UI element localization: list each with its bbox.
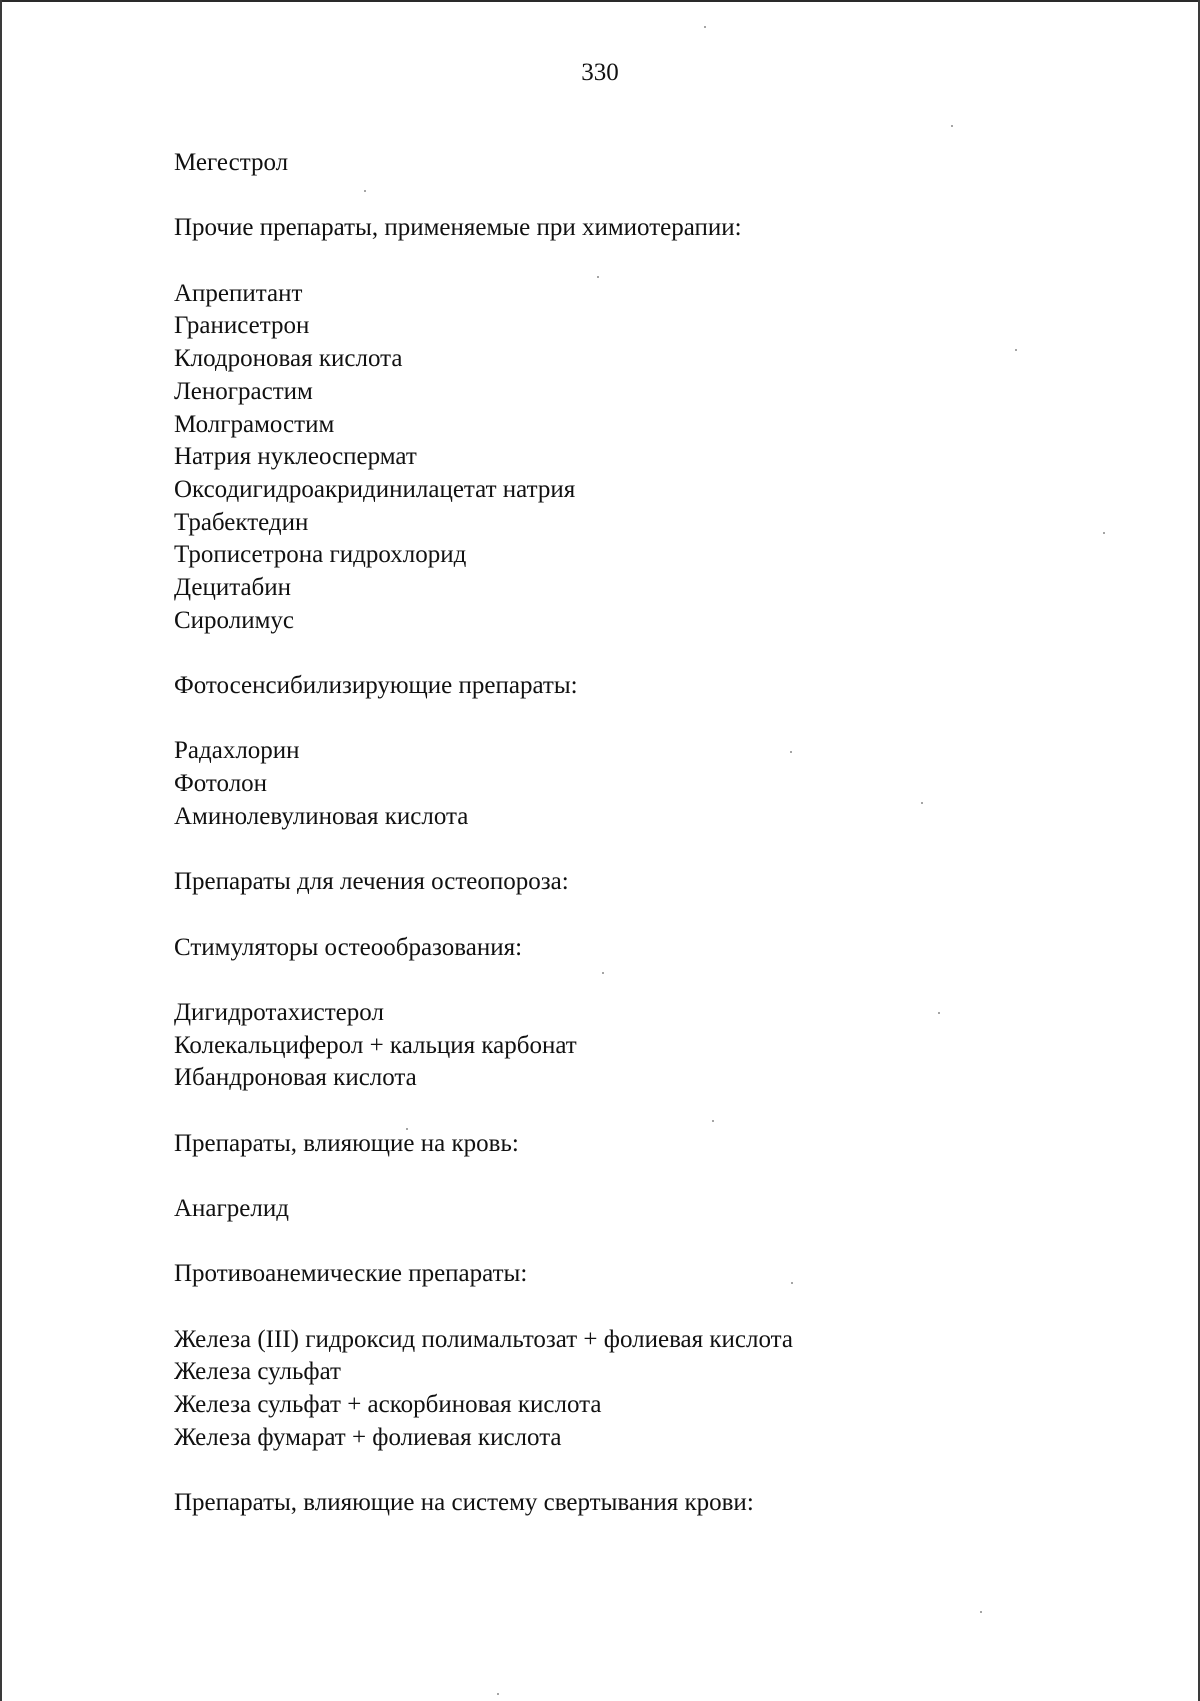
text-line: Железа сульфат + аскорбиновая кислота: [174, 1391, 602, 1419]
text-line: Оксодигидроакридинилацетат натрия: [174, 475, 576, 503]
paragraph-gap: [174, 1291, 1134, 1324]
scan-speck: [704, 26, 706, 28]
text-line: Натрия нуклеоспермат: [174, 443, 417, 471]
scan-speck: [938, 1012, 940, 1014]
text-line: Железа сульфат: [174, 1358, 341, 1386]
scan-speck: [597, 276, 599, 278]
scan-speck: [602, 972, 604, 974]
paragraph-gap: [174, 899, 1134, 932]
page-number: 330: [581, 59, 619, 86]
paragraph-gap: [174, 833, 1134, 866]
text-line: Ленограстим: [174, 377, 313, 405]
scan-speck: [406, 1128, 408, 1130]
text-line: Фотосенсибилизирующие препараты:: [174, 672, 578, 699]
text-line: Железа (III) гидроксид полимальтозат + фолиевая кислота: [174, 1325, 793, 1353]
text-line: Анагрелид: [174, 1195, 289, 1222]
paragraph-gap: [174, 1160, 1134, 1193]
scan-edge-left: [0, 0, 2, 1701]
text-line: Прочие препараты, применяемые при химиотерапии:: [174, 214, 742, 242]
scan-speck: [921, 802, 923, 804]
text-line: Аминолевулиновая кислота: [174, 802, 469, 830]
text-line: Препараты, влияющие на кровь:: [174, 1129, 519, 1157]
text-line: Апрепитант: [174, 279, 303, 307]
text-line: Трабектедин: [174, 508, 309, 536]
paragraph-gap: [174, 1095, 1134, 1128]
text-line: Сиролимус: [174, 606, 294, 634]
scan-edge-top: [0, 0, 1200, 2]
scan-speck: [1015, 349, 1017, 351]
paragraph-gap: [174, 637, 1134, 670]
text-line: Ибандроновая кислота: [174, 1064, 417, 1092]
paragraph-gap: [174, 180, 1134, 213]
text-line: Стимуляторы остеообразования:: [174, 933, 523, 961]
paragraph-gap: [174, 964, 1134, 997]
text-line: Дигидротахистерол: [174, 998, 384, 1026]
scan-speck: [364, 190, 366, 192]
document-body: [174, 147, 1134, 1520]
text-line: Железа фумарат + фолиевая кислота: [174, 1423, 562, 1451]
scan-speck: [791, 1282, 793, 1284]
scan-speck: [712, 1120, 714, 1122]
scan-speck: [980, 1611, 982, 1613]
scan-speck: [1103, 532, 1105, 534]
text-line: Препараты, влияющие на систему свертывания крови:: [174, 1489, 754, 1517]
text-line: Клодроновая кислота: [174, 345, 403, 373]
text-line: Гранисетрон: [174, 312, 310, 340]
text-line: Молграмостим: [174, 410, 335, 438]
text-line: Препараты для лечения остеопороза:: [174, 868, 569, 896]
text-line: Мегестрол: [174, 149, 289, 176]
paragraph-gap: [174, 1455, 1134, 1488]
text-line: Децитабин: [174, 573, 292, 601]
text-line: Фотолон: [174, 770, 268, 798]
paragraph-gap: [174, 703, 1134, 736]
text-line: Колекальциферол + кальция карбонат: [174, 1031, 577, 1059]
paragraph-gap: [174, 245, 1134, 278]
scan-speck: [951, 125, 953, 127]
text-line: Трописетрона гидрохлорид: [174, 541, 467, 569]
text-line: Противоанемические препараты:: [174, 1260, 528, 1288]
scan-speck: [790, 751, 792, 753]
text-line: Радахлорин: [174, 737, 300, 765]
paragraph-gap: [174, 1226, 1134, 1259]
scan-speck: [497, 1693, 499, 1695]
